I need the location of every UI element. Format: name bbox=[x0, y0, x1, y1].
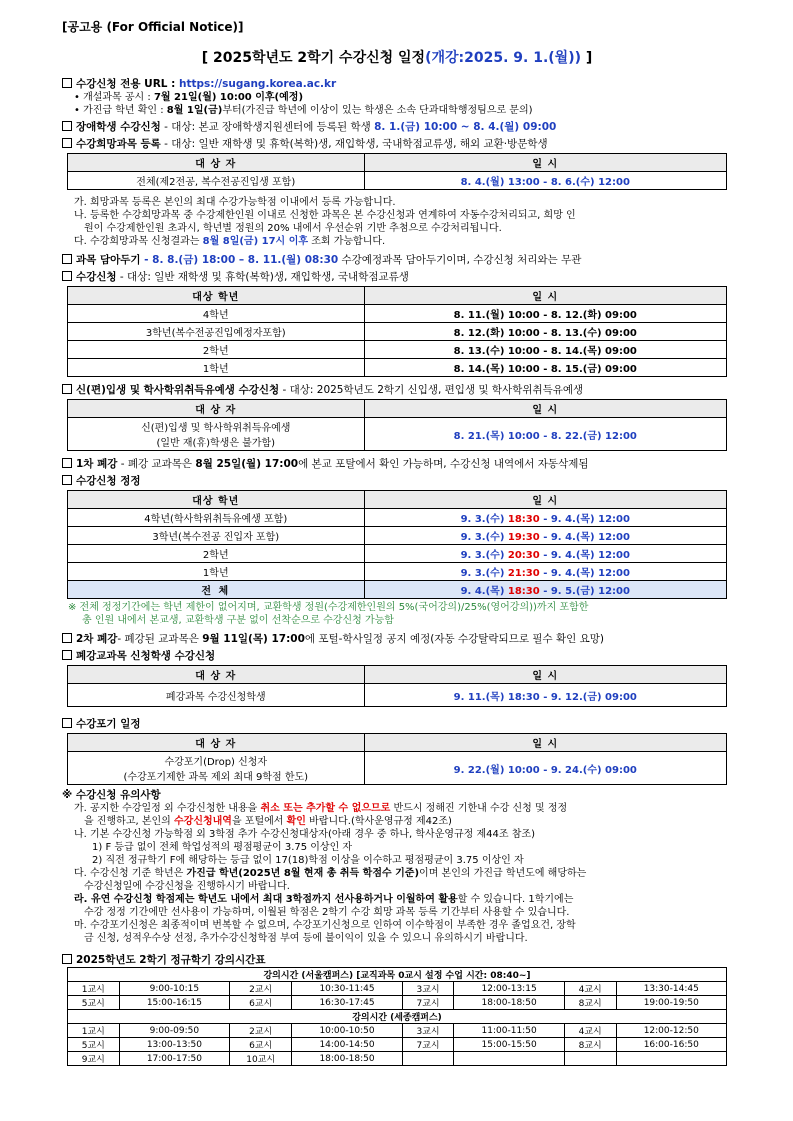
th-target: 대 상 자 bbox=[68, 400, 365, 418]
cell-target: 전체(제2전공, 복수전공진입생 포함) bbox=[68, 172, 365, 190]
time-cell: 12:00-13:15 bbox=[454, 982, 564, 996]
section-label: 수강신청 정정 bbox=[76, 475, 141, 487]
table-row bbox=[68, 1038, 727, 1052]
time-cell: 11:00-11:50 bbox=[454, 1024, 564, 1038]
table-row bbox=[68, 996, 727, 1010]
target-line2: (일반 재(휴)학생은 불가함) bbox=[156, 438, 276, 449]
cell-target: 3학년(복수전공진입예정자포함) bbox=[68, 323, 365, 341]
cautions-title: ※ 수강신청 유의사항 bbox=[62, 789, 161, 801]
seoul-caption: 강의시간 (서울캠퍼스) [교직과목 0교시 설정 수업 시간: 08:40~] bbox=[68, 968, 727, 982]
cancelled-course-table bbox=[67, 665, 727, 707]
section-correction bbox=[62, 474, 732, 488]
time-cell: 13:30-14:45 bbox=[616, 982, 727, 996]
cell-date bbox=[364, 509, 726, 527]
period-cell: 1교시 bbox=[68, 1024, 120, 1038]
cell-date bbox=[364, 527, 726, 545]
time-cell: 17:00-17:50 bbox=[119, 1052, 229, 1066]
th-date: 일 시 bbox=[364, 287, 726, 305]
checkbox-icon bbox=[62, 954, 72, 964]
section-desc: - 대상: 일반 재학생 및 휴학(복학)생, 재입학생, 국내학점교류생 bbox=[116, 271, 409, 283]
correction-note-cont: 총 인원 내에서 본교생, 교환학생 구분 없이 선착순으로 수강신청 가능함 bbox=[82, 615, 394, 626]
cell-date: 8. 13.(수) 10:00 - 8. 14.(목) 09:00 bbox=[364, 341, 726, 359]
th-target: 대 상 자 bbox=[68, 666, 365, 684]
text: 라. 유연 수강신청 학점제는 학년도 내에서 최대 3학점까지 선사용하거나 이월하여 활용 bbox=[74, 894, 458, 905]
checkbox-icon bbox=[62, 633, 72, 643]
period-cell: 2교시 bbox=[230, 1024, 292, 1038]
text: 수강신청내역 bbox=[174, 816, 232, 827]
section-date: 8월 25일(월) 17:00 bbox=[195, 458, 299, 470]
time-cell: 15:00-15:50 bbox=[454, 1038, 564, 1052]
time-cell: 15:00-16:15 bbox=[119, 996, 229, 1010]
url-label: 수강신청 전용 URL : bbox=[76, 78, 179, 90]
caution-da bbox=[62, 867, 732, 880]
checkbox-icon bbox=[62, 138, 72, 148]
date-start: 9. 3.(수) bbox=[460, 550, 508, 561]
cell-target bbox=[68, 418, 365, 451]
freshmen-table bbox=[67, 399, 727, 451]
caution-na: 나. 기본 수강신청 가능학점 외 3학점 추가 수강신청대상자(아래 경우 중 하나, 학사운영규정 제44조 참조) bbox=[74, 829, 535, 840]
section-label: 신(편)입생 및 학사학위취득유예생 수강신청 bbox=[76, 384, 280, 396]
time-cell: 16:30-17:45 bbox=[292, 996, 402, 1010]
table-row bbox=[68, 581, 727, 599]
section-desc: 에 본교 포탈에서 확인 가능하며, 수강신청 내역에서 자동삭제됨 bbox=[298, 458, 589, 470]
section-freshmen bbox=[62, 383, 732, 397]
th-date: 일 시 bbox=[364, 400, 726, 418]
section-cart bbox=[62, 253, 732, 267]
date-end: - 9. 5.(금) 12:00 bbox=[539, 586, 630, 597]
period-cell: 6교시 bbox=[230, 996, 292, 1010]
target-line1: 신(편)입생 및 학사학위취득유예생 bbox=[141, 423, 291, 434]
caution-ma-cont: 금 신청, 성적우수상 선정, 추가수강신청학점 부여 등에 불이익이 있을 수 있으니 유의하시기 바랍니다. bbox=[84, 933, 528, 944]
table-row bbox=[68, 341, 727, 359]
section-registration bbox=[62, 270, 732, 284]
time-start: 18:30 bbox=[507, 586, 540, 597]
table-row bbox=[68, 563, 727, 581]
period-cell: 5교시 bbox=[68, 996, 120, 1010]
caution-da-cont: 수강신청일에 수강신청을 진행하시기 바랍니다. bbox=[84, 881, 290, 892]
section-desc: - 대상: 일반 재학생 및 휴학(복학)생, 재입학생, 국내학점교류생, 해외 교환·방문학생 bbox=[160, 138, 548, 150]
target-line2: (수강포기제한 과목 제외 최대 9학점 한도) bbox=[123, 772, 309, 783]
cell-date: 8. 11.(월) 10:00 - 8. 12.(화) 09:00 bbox=[364, 305, 726, 323]
text: 개설과목 공시 : bbox=[83, 92, 154, 103]
text: 다. 수강희망과목 신청결과는 bbox=[74, 236, 203, 247]
th-date: 일 시 bbox=[364, 734, 726, 752]
page-title bbox=[62, 47, 732, 67]
table-row bbox=[68, 323, 727, 341]
section-date: 8. 1.(금) 10:00 ~ 8. 4.(월) 09:00 bbox=[374, 121, 557, 133]
section-label: 1차 폐강 bbox=[76, 458, 118, 470]
period-cell: 2교시 bbox=[230, 982, 292, 996]
text: 반드시 정해진 기한내 수강 신청 및 정정 bbox=[390, 803, 568, 814]
checkbox-icon bbox=[62, 718, 72, 728]
section-desc: - 폐강된 교과목은 bbox=[117, 633, 203, 645]
text: 을 포털에서 bbox=[231, 816, 287, 827]
section-label: 과목 담아두기 bbox=[76, 254, 141, 266]
section-desc: 에 포털-학사일정 공지 예정(자동 수강탈락되므로 필수 확인 요망) bbox=[304, 633, 604, 645]
time-cell bbox=[454, 1052, 564, 1066]
time-cell bbox=[616, 1052, 727, 1066]
table-row bbox=[68, 305, 727, 323]
caution-ra-cont: 수강 정정 기간에만 선사용이 가능하며, 이월된 학점은 2학기 수강 희망 과목 등록 기간부터 사용할 수 있습니다. bbox=[84, 907, 570, 918]
cell-target bbox=[68, 752, 365, 785]
text: 다. 수강신청 기준 학년은 bbox=[74, 868, 187, 879]
text: 부터(가진급 학년에 이상이 있는 학생은 소속 단과대학행정팀으로 문의) bbox=[222, 105, 533, 116]
time-cell: 10:30-11:45 bbox=[292, 982, 402, 996]
th-target: 대 상 자 bbox=[68, 734, 365, 752]
cell-date bbox=[364, 581, 726, 599]
table-row bbox=[68, 1052, 727, 1066]
date-end: - 9. 4.(목) 12:00 bbox=[539, 550, 630, 561]
cell-date: 8. 4.(월) 13:00 - 8. 6.(수) 12:00 bbox=[364, 172, 726, 190]
cell-date: 8. 21.(목) 10:00 - 8. 22.(금) 12:00 bbox=[364, 418, 726, 451]
period-cell: 7교시 bbox=[402, 996, 454, 1010]
wish-course-table bbox=[67, 153, 727, 190]
period-cell: 7교시 bbox=[402, 1038, 454, 1052]
period-cell: 3교시 bbox=[402, 982, 454, 996]
th-target: 대상 학년 bbox=[68, 491, 365, 509]
period-cell: 4교시 bbox=[564, 1024, 616, 1038]
checkbox-icon bbox=[62, 121, 72, 131]
table-row bbox=[68, 359, 727, 377]
text: 조회 가능합니다. bbox=[308, 236, 386, 247]
text: 가. 공지한 수강일정 외 수강신청한 내용을 bbox=[74, 803, 261, 814]
table-row bbox=[68, 527, 727, 545]
checkbox-icon bbox=[62, 650, 72, 660]
section-date: - 8. 8.(금) 18:00 – 8. 11.(월) 08:30 bbox=[140, 254, 339, 266]
checkbox-icon bbox=[62, 78, 72, 88]
time-start: 19:30 bbox=[507, 532, 540, 543]
period-cell: 1교시 bbox=[68, 982, 120, 996]
title-open-date: (개강:2025. 9. 1.(월)) bbox=[425, 50, 581, 66]
text: 가진급 학년(2025년 8월 현재 총 취득 학점수 기준) bbox=[186, 868, 420, 879]
cell-date bbox=[364, 545, 726, 563]
section-label: 2차 폐강 bbox=[76, 633, 118, 645]
period-cell: 9교시 bbox=[68, 1052, 120, 1066]
table-row bbox=[68, 545, 727, 563]
table-row bbox=[68, 1024, 727, 1038]
period-cell bbox=[564, 1052, 616, 1066]
title-main: [ 2025학년도 2학기 수강신청 일정 bbox=[201, 50, 426, 66]
cell-date: 8. 12.(화) 10:00 - 8. 13.(수) 09:00 bbox=[364, 323, 726, 341]
title-end: ] bbox=[581, 50, 593, 66]
note-na: 나. 등록한 수강희망과목 중 수강제한인원 이내로 신청한 과목은 본 수강신청과 연계하여 자동수강처리되고, 희망 인 bbox=[74, 210, 576, 221]
period-cell: 4교시 bbox=[564, 982, 616, 996]
cell-target: 1학년 bbox=[68, 563, 365, 581]
caution-na-1: 1) F 등급 없이 전체 학업성적의 평점평균이 3.75 이상인 자 bbox=[92, 842, 353, 853]
bullet-grade-check: • 가진급 학년 확인 : 8월 1일(금)부터(가진급 학년에 이상이 있는 학생은 소속 단과대학행정팀으로 문의) bbox=[74, 105, 533, 116]
checkbox-icon bbox=[62, 475, 72, 485]
date-start: 9. 3.(수) bbox=[460, 514, 508, 525]
section-label: 수강신청 bbox=[76, 271, 117, 283]
time-cell: 12:00-12:50 bbox=[616, 1024, 727, 1038]
th-target: 대 상 자 bbox=[68, 154, 365, 172]
time-cell: 14:00-14:50 bbox=[292, 1038, 402, 1052]
cell-target: 전 체 bbox=[68, 581, 365, 599]
text: 가진급 학년 확인 : bbox=[83, 105, 167, 116]
time-start: 21:30 bbox=[507, 568, 540, 579]
section-label: 폐강교과목 신청학생 수강신청 bbox=[76, 650, 216, 662]
section-wish-course bbox=[62, 137, 732, 151]
section-desc: - 대상: 본교 장애학생지원센터에 등록된 학생 bbox=[160, 121, 375, 133]
cell-target: 2학년 bbox=[68, 545, 365, 563]
cell-date: 9. 22.(월) 10:00 - 9. 24.(수) 09:00 bbox=[364, 752, 726, 785]
table-row bbox=[68, 509, 727, 527]
period-cell: 8교시 bbox=[564, 1038, 616, 1052]
period-cell: 5교시 bbox=[68, 1038, 120, 1052]
caution-ra bbox=[62, 893, 732, 906]
text: 을 진행하고, 본인의 bbox=[84, 816, 174, 827]
notice-page bbox=[62, 18, 732, 1066]
text: 바랍니다.(학사운영규정 제42조) bbox=[305, 816, 452, 827]
cell-target: 2학년 bbox=[68, 341, 365, 359]
date-end: - 9. 4.(목) 12:00 bbox=[539, 514, 630, 525]
date-start: 9. 3.(수) bbox=[460, 532, 508, 543]
correction-note: ※ 전체 정정기간에는 학년 제한이 없어지며, 교환학생 정원(수강제한인원의 5%(국어강의)/25%(영어강의))까지 포함한 bbox=[68, 602, 589, 613]
section-desc: - 폐강 교과목은 bbox=[117, 458, 196, 470]
section-disabled-students bbox=[62, 120, 732, 134]
note-da bbox=[62, 235, 732, 248]
cell-date: 9. 11.(목) 18:30 - 9. 12.(금) 09:00 bbox=[364, 684, 726, 707]
time-cell: 9:00-10:15 bbox=[119, 982, 229, 996]
checkbox-icon bbox=[62, 271, 72, 281]
note-na-cont: 원이 수강제한인원 초과시, 학년별 정원의 20% 내에서 우선순위 기반 추첨으로 수강처리됩니다. bbox=[84, 223, 502, 234]
cell-target: 폐강과목 수강신청학생 bbox=[68, 684, 365, 707]
time-cell: 18:00-18:50 bbox=[454, 996, 564, 1010]
section-date: 9월 11일(목) 17:00 bbox=[202, 633, 305, 645]
section-label: 2025학년도 2학기 정규학기 강의시간표 bbox=[76, 954, 266, 966]
cell-target: 1학년 bbox=[68, 359, 365, 377]
cell-target: 4학년(학사학위취득유예생 포함) bbox=[68, 509, 365, 527]
checkbox-icon bbox=[62, 384, 72, 394]
time-start: 18:30 bbox=[507, 514, 540, 525]
date-end: - 9. 4.(목) 12:00 bbox=[539, 532, 630, 543]
checkbox-icon bbox=[62, 254, 72, 264]
date: 7월 21일(월) 10:00 bbox=[153, 92, 252, 103]
caution-ga bbox=[62, 802, 732, 815]
text: 확인 bbox=[286, 816, 306, 827]
text: 이후(예정) bbox=[251, 92, 304, 103]
time-cell: 13:00-13:50 bbox=[119, 1038, 229, 1052]
section-second-cancel bbox=[62, 632, 732, 646]
th-date: 일 시 bbox=[364, 491, 726, 509]
caution-ga-cont bbox=[62, 815, 732, 828]
drop-table bbox=[67, 733, 727, 785]
section-label: 장애학생 수강신청 bbox=[76, 121, 161, 133]
th-date: 일 시 bbox=[364, 154, 726, 172]
sejong-caption: 강의시간 (세종캠퍼스) bbox=[68, 1010, 727, 1024]
caution-na-2: 2) 직전 정규학기 F에 해당하는 등급 없이 17(18)학점 이상을 이수하고 평점평균이 3.75 이상인 자 bbox=[92, 855, 524, 866]
text: 취소 또는 추가할 수 없으므로 bbox=[260, 803, 391, 814]
date-start: 9. 3.(수) bbox=[460, 568, 508, 579]
time-cell: 9:00-09:50 bbox=[119, 1024, 229, 1038]
date-start: 9. 4.(목) bbox=[460, 586, 508, 597]
cell-date: 8. 14.(목) 10:00 - 8. 15.(금) 09:00 bbox=[364, 359, 726, 377]
time-start: 20:30 bbox=[507, 550, 540, 561]
cell-date bbox=[364, 563, 726, 581]
target-line1: 수강포기(Drop) 신청자 bbox=[164, 757, 268, 768]
section-first-cancel bbox=[62, 457, 732, 471]
note-ga: 가. 희망과목 등록은 본인의 최대 수강가능학점 이내에서 등록 가능합니다. bbox=[74, 197, 396, 208]
section-label: 수강포기 일정 bbox=[76, 718, 141, 730]
time-cell: 19:00-19:50 bbox=[616, 996, 727, 1010]
th-target: 대상 학년 bbox=[68, 287, 365, 305]
section-cancelled-course bbox=[62, 649, 732, 663]
text: 이며 본인의 가진급 학년도에 해당하는 bbox=[419, 868, 587, 879]
text: 할 수 있습니다. 1학기에는 bbox=[457, 894, 574, 905]
caution-ma: 마. 수강포기신청은 최종적이며 번복할 수 없으며, 수강포기신청으로 인하여 이수학점이 부족한 경우 졸업요건, 장학 bbox=[74, 920, 576, 931]
checkbox-icon bbox=[62, 458, 72, 468]
section-timetable bbox=[62, 953, 732, 967]
date: 8월 8일(금) 17시 이후 bbox=[202, 236, 309, 247]
period-cell bbox=[402, 1052, 454, 1066]
section-url bbox=[62, 77, 732, 91]
date-end: - 9. 4.(목) 12:00 bbox=[539, 568, 630, 579]
lecture-time-table bbox=[67, 967, 727, 1066]
registration-table bbox=[67, 286, 727, 377]
table-row bbox=[68, 982, 727, 996]
time-cell: 10:00-10:50 bbox=[292, 1024, 402, 1038]
date: 8월 1일(금) bbox=[166, 105, 223, 116]
correction-table bbox=[67, 490, 727, 599]
cell-target: 3학년(복수전공 진입자 포함) bbox=[68, 527, 365, 545]
section-desc: 수강예정과목 담아두기이며, 수강신청 처리와는 무관 bbox=[338, 254, 582, 266]
period-cell: 6교시 bbox=[230, 1038, 292, 1052]
period-cell: 8교시 bbox=[564, 996, 616, 1010]
th-date: 일 시 bbox=[364, 666, 726, 684]
bullet-course-notice: • 개설과목 공시 : 7월 21일(월) 10:00 이후(예정) bbox=[74, 92, 304, 103]
notice-label: [공고용 (For Official Notice)] bbox=[62, 20, 244, 34]
period-cell: 3교시 bbox=[402, 1024, 454, 1038]
section-desc: - 대상: 2025학년도 2학기 신입생, 편입생 및 학사학위취득유예생 bbox=[279, 384, 584, 396]
section-drop bbox=[62, 717, 732, 731]
period-cell: 10교시 bbox=[230, 1052, 292, 1066]
section-label: 수강희망과목 등록 bbox=[76, 138, 161, 150]
time-cell: 16:00-16:50 bbox=[616, 1038, 727, 1052]
sugang-url-link[interactable]: https://sugang.korea.ac.kr bbox=[178, 78, 337, 90]
cell-target: 4학년 bbox=[68, 305, 365, 323]
time-cell: 18:00-18:50 bbox=[292, 1052, 402, 1066]
